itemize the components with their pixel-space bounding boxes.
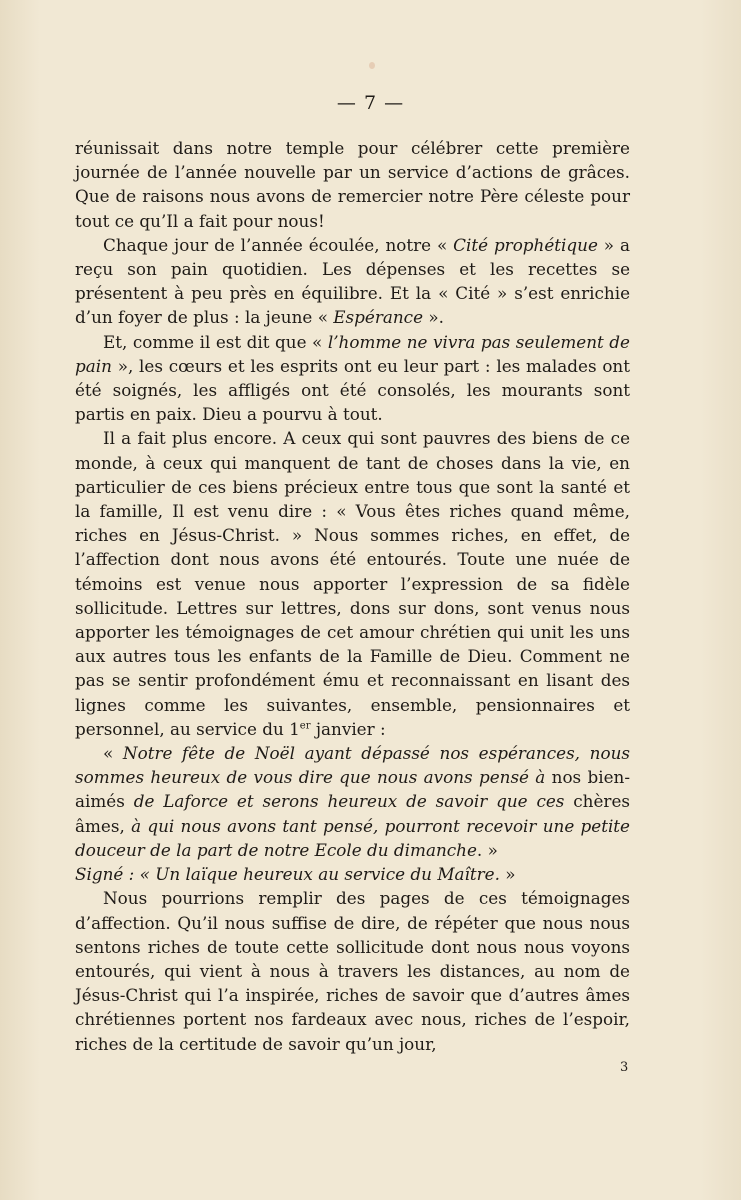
text-run: janvier : xyxy=(310,718,386,739)
text-run: » xyxy=(499,864,516,885)
printer-signature-mark: 3 xyxy=(620,1060,629,1075)
italic-run: à qui nous avons tant pensé, pourront recevoir une petite douceur de la part de notre Ecole du dimanche xyxy=(75,815,630,860)
text-run: ». xyxy=(423,307,444,328)
paragraph-3 xyxy=(75,330,630,427)
paragraph-4 xyxy=(75,426,630,741)
text-run: « xyxy=(103,743,123,764)
text-run: », les cœurs et les esprits ont eu leur part : les malades ont été soignés, les affligés ont été consolés, les mourants sont partis en paix. Dieu a pourvu à tout. xyxy=(75,355,630,425)
italic-run: Signé : « Un laïque heureux au service du Maître. xyxy=(75,864,500,885)
italic-run: Notre fête de Noël ayant dépassé nos espérances, nous sommes heureux de vous dire que nous avons pensé à xyxy=(75,743,630,788)
italic-run: Cité prophétique xyxy=(453,234,598,255)
text-run: chères âmes, xyxy=(75,791,630,836)
italic-run: l’homme ne vivra pas seulement de pain xyxy=(75,331,630,376)
quotation xyxy=(75,741,630,862)
paragraph-1: réunissait dans notre temple pour célébrer cette première journée de l’année nouvelle par un service d’actions de grâces. Que de raisons nous avons de remercier notre Père céleste pour tout ce qu’Il a fait pour nous! xyxy=(75,138,630,231)
paragraph-5: Nous pourrions remplir des pages de ces témoignages d’affection. Qu’il nous suffise de dire, de répéter que nous nous sentons riches de toute cette sollicitude dont nous nous voyons entourés, qui vient à nous à travers les distances, au nom de Jésus-Christ qui l’a inspirée, riches de savoir que d’autres âmes chrétiennes portent nos fardeaux avec nous, riches de l’espoir, riches de la certitude de savoir qu’un jour, xyxy=(75,888,630,1054)
text-run: » a reçu son pain quotidien. Les dépenses et les recettes se présentent à peu près en équilibre. Et la « Cité » s’est enrichie d’un foyer de plus : la jeune « xyxy=(75,234,630,328)
text-run: Il a fait plus encore. A ceux qui sont pauvres des biens de ce monde, à ceux qui manquent de tant de choses dans la vie, en particulier de ces biens précieux entre tous que sont la santé et la famille, Il est venu dire : « Vous êtes riches quand même, riches en Jésus-Christ. » Nous sommes riches, en effet, de l’affection dont nous avons été entourés. Toute une nuée de témoins est venue nous apporter l’expression de sa fidèle sollicitude. Lettres sur lettres, dons sur dons, sont venus nous apporter les témoignages de cet amour chrétien qui unit les uns aux autres tous les enfants de la Famille de Dieu. Comment ne pas se sentir profondément ému et reconnaissant en lisant des lignes comme les suivantes, ensemble, pensionnaires et personnel, au service du 1 xyxy=(75,428,630,739)
paragraph-2 xyxy=(75,233,630,330)
text-run: Chaque jour de l’année écoulée, notre « xyxy=(103,234,454,255)
body-text xyxy=(75,136,630,1056)
page-number: — 7 — xyxy=(336,92,405,114)
text-run: Et, comme il est dit que « xyxy=(103,331,328,352)
quotation-signature xyxy=(75,862,630,886)
paper-stain xyxy=(369,62,375,69)
superscript: er xyxy=(299,720,311,732)
text-run: nos bien-aimés xyxy=(75,767,630,812)
italic-run: de Laforce et serons heureux de savoir que ces xyxy=(133,791,565,812)
italic-run: Espérance xyxy=(333,307,423,328)
text-run: . » xyxy=(476,839,498,860)
